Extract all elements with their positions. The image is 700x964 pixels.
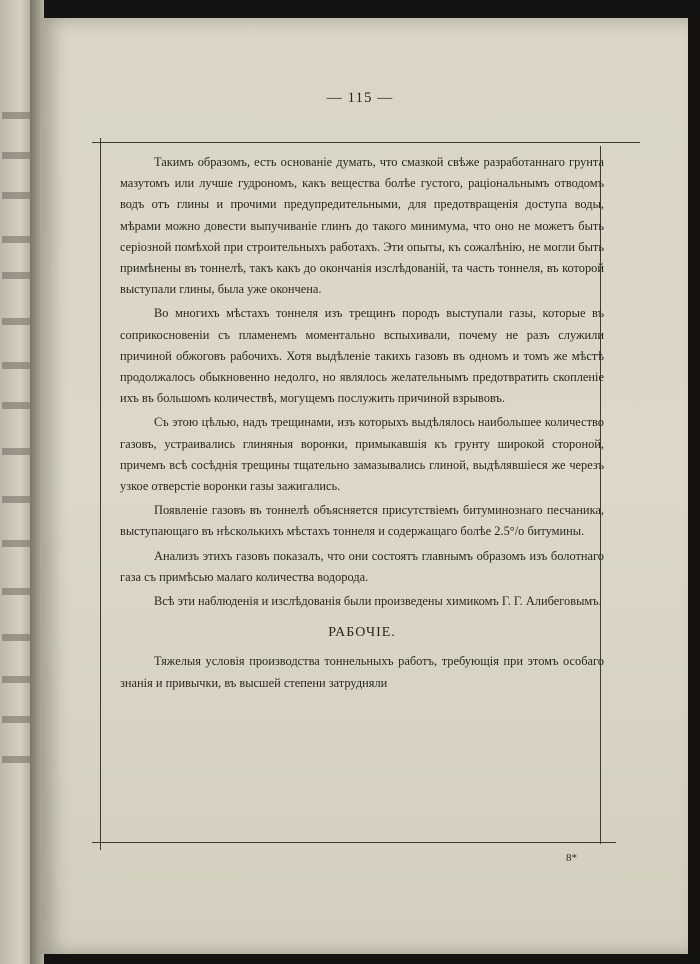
left-page-text-fragment [2,756,32,763]
left-page-text-fragment [2,634,32,641]
frame-rule-bottom [92,842,616,843]
left-page-text-fragment [2,112,32,119]
book-page [40,18,688,954]
left-page-text-fragment [2,192,32,199]
left-page-text-fragment [2,716,32,723]
left-page-text-fragment [2,362,32,369]
section-title: РАБОЧIЕ. [328,625,396,641]
left-page-text-fragment [2,402,32,409]
left-page-text-fragment [2,676,32,683]
paragraph: Во многихъ мѣстахъ тоннеля изъ трещинъ породъ выступали газы, которые въ соприкосновенiи съ пламенемъ моментально вспыхивали, почему не разъ служили причиной обжоговъ рабочихъ. Хотя выдѣленiе такихъ газовъ въ одномъ и томъ же мѣстѣ продолжалось обыкновенно недолго, но являлось желательнымъ предотвратить скопленiе ихъ въ большомъ количествѣ, могущемъ послужить причиной взрывовъ. [120,306,604,406]
left-page-text-fragment [2,496,32,503]
frame-rule-top [92,142,640,143]
left-page-text-fragment [2,318,32,325]
page-number: — 115 — [326,90,394,106]
paragraph: Такимъ образомъ, есть основанiе думать, что смазкой свѣже разработаннаго грунта мазутомъ или лучше гудрономъ, какъ вещества болѣе густого, рацiональнымъ отводомъ водъ отъ глины и прочими предупредительными, для предотвращенiя доступа воды, мѣрами можно довести выпучиванiе глинъ до такого минимума, что оно не можетъ быть серiозной помѣхой при строительныхъ работахъ. Эти опыты, къ сожалѣнiю, не могли быть примѣнены въ тоннелѣ, такъ какъ до окончанiя изслѣдованiй, та часть тоннеля, въ которой выступали глины, была уже окончена. [120,155,604,297]
left-page-text-fragment [2,152,32,159]
left-page-text-fragment [2,588,32,595]
paragraph: Появленiе газовъ въ тоннелѣ объясняется присутствiемъ битуминознаго песчаника, выступающаго въ нѣсколькихъ мѣстахъ тоннеля и содержащаго болѣе 2.5°/o битумины. [120,503,604,539]
left-page-text-fragment [2,236,32,243]
paragraph: Тяжелыя условiя производства тоннельныхъ работъ, требующiя при этомъ особаго знанiя и привычки, въ высшей степени затрудняли [120,654,604,690]
left-page-text-fragment [2,272,32,279]
body-text [120,152,604,694]
paragraph: Съ этою цѣлью, надъ трещинами, изъ которыхъ выдѣлялось наибольшее количество газовъ, устраивались глиняныя воронки, примыкавшiя къ грунту широкой стороной, причемъ всѣ сосѣднiя трещины тщательно замазывались глиной, выдѣлявшiеся же черезъ узкое отверстiе воронки газы зажигались. [120,415,604,494]
signature-mark: 8* [566,852,577,864]
frame-rule-left [100,138,101,850]
paragraph: Анализъ этихъ газовъ показалъ, что они состоятъ главнымъ образомъ изъ болотнаго газа съ примѣсью малаго количества водорода. [120,548,604,584]
left-page-text-fragment [2,540,32,547]
left-page-text-fragment [2,448,32,455]
paragraph: Всѣ эти наблюденiя и изслѣдованiя были произведены химикомъ Г. Г. Алибеговымъ. [154,594,602,609]
